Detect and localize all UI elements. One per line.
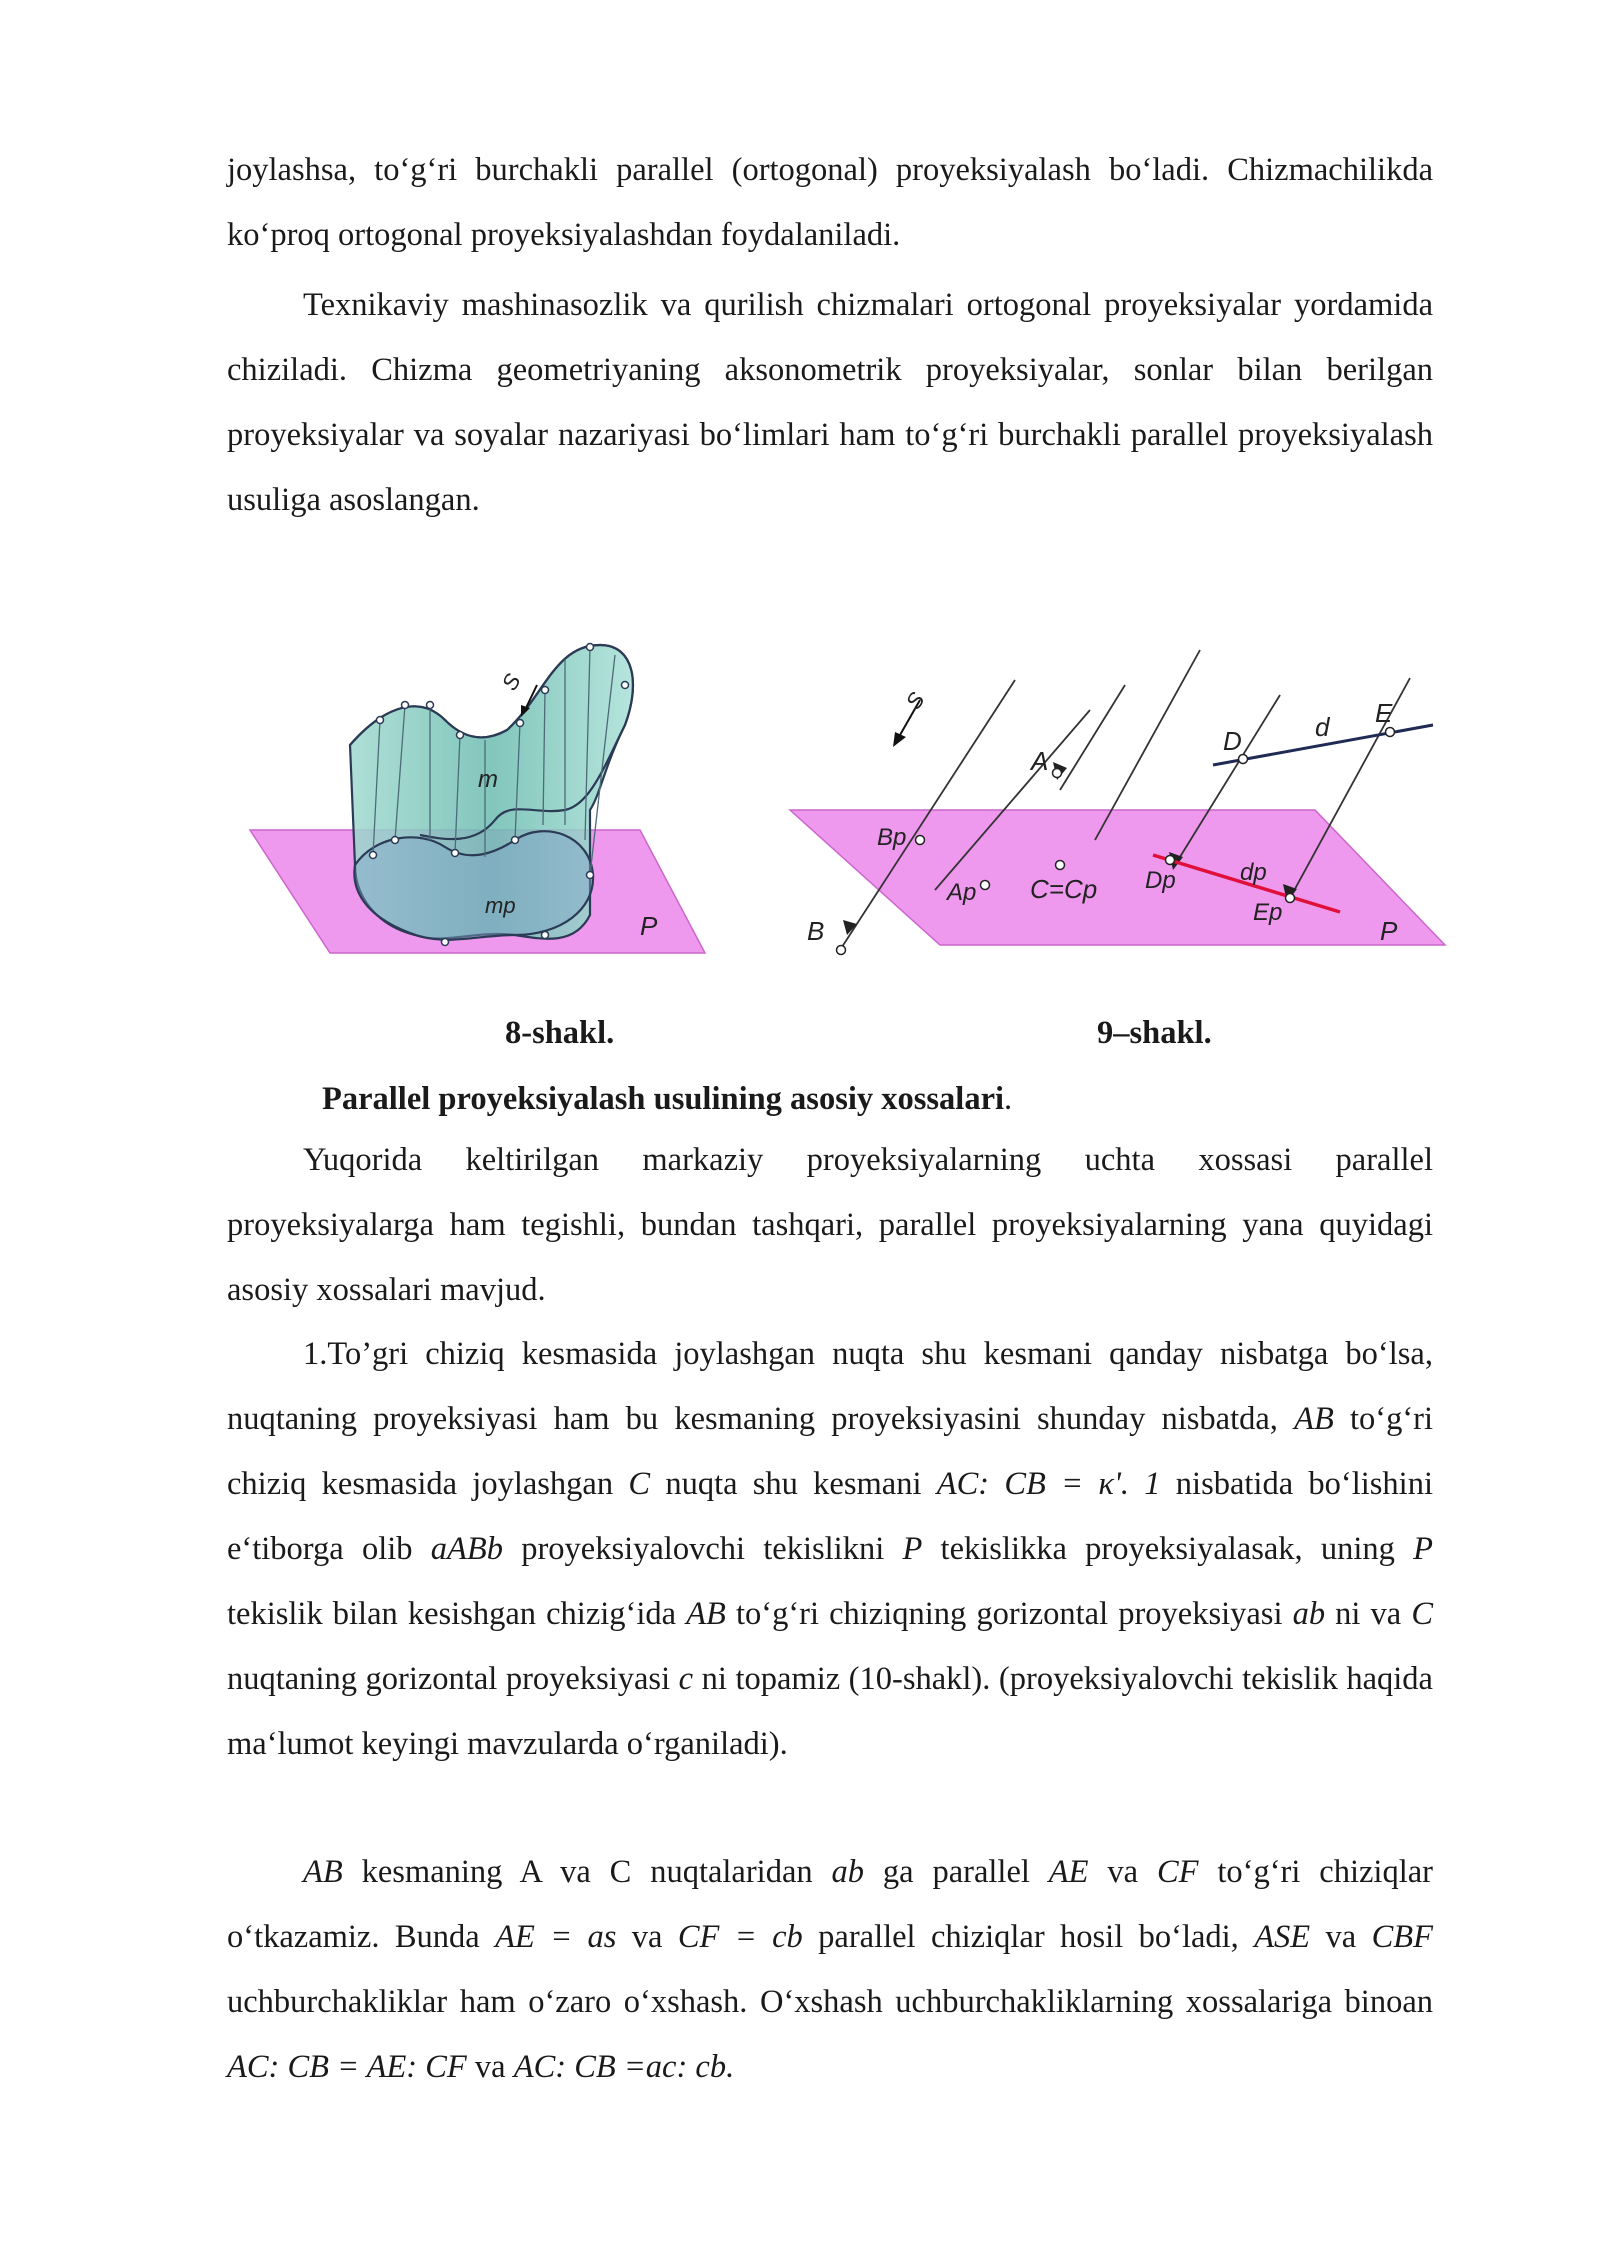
p4-ab: AB <box>1294 1401 1334 1437</box>
label-p: P <box>640 911 658 941</box>
p5-eq1: AE = as <box>495 1919 617 1955</box>
p4-text-i: ni va <box>1325 1596 1412 1632</box>
label-mp: mp <box>485 893 516 918</box>
p5-cbf: CBF <box>1371 1919 1433 1955</box>
caption-figure-9: 9–shakl. <box>1097 1015 1212 1051</box>
p4-p: P <box>902 1531 923 1567</box>
label-p: P <box>1380 916 1398 946</box>
p4-ratio: AC: CB = κ'. 1 <box>936 1466 1161 1502</box>
p4-text-h: to‘g‘ri chiziqning gorizontal proyeksiyasi <box>725 1596 1293 1632</box>
p4-aabb: aABb <box>430 1531 503 1567</box>
p5-text-a: kesmaning A va C nuqtalaridan <box>342 1854 832 1890</box>
label-b: B <box>807 916 825 946</box>
p5-ae: AE <box>1048 1854 1089 1890</box>
paragraph-1: joylashsa, to‘g‘ri burchakli parallel (ortogonal) proyeksiyalash bo‘ladi. Chizmachilikda ko‘proq ortogonal proyeksiyalashdan foydalaniladi. <box>227 152 1433 253</box>
figure-8-cylinder-projection <box>245 635 715 955</box>
paragraph-2: Texnikaviy mashinasozlik va qurilish chizmalari ortogonal proyeksiyalar yordamida chiziladi. Chizma geometriyaning aksonometrik proyeksiyalar, sonlar bilan berilgan proyeksiyalar va soyalar nazariyasi bo‘limlari ham to‘g‘ri burchakli parallel proyeksiyalash usuliga asoslangan. <box>227 287 1433 518</box>
label-e: E <box>1375 698 1393 728</box>
figure-9-point-projection <box>785 640 1450 960</box>
p5-ase: ASE <box>1254 1919 1311 1955</box>
p5-ab: AB <box>303 1854 343 1890</box>
label-ap: Ap <box>947 879 977 906</box>
p4-text-a: 1.To’gri chiziq kesmasida joylashgan nuqta shu kesmani qanday nisbatga bo‘lsa, nuqtaning proyeksiyasi ham bu kesmaning proyeksiyasini shunday nisbatda, <box>227 1336 1433 1437</box>
p5-eq4: AC: CB =ac: cb. <box>513 2049 735 2085</box>
label-s: S <box>496 669 526 695</box>
label-bp: Bp <box>877 824 907 851</box>
p5-text-g: va <box>1310 1919 1372 1955</box>
p5-text-d: to‘g‘ri chiziqlar o‘tkazamiz. Bunda <box>227 1854 1433 1955</box>
p5-eq2: CF = cb <box>677 1919 803 1955</box>
p4-ab2: AB <box>686 1596 726 1632</box>
label-dp: Dp <box>1145 867 1176 894</box>
section-heading <box>322 1075 1012 1123</box>
p4-c2: C <box>1411 1596 1433 1632</box>
section-heading-text: Parallel proyeksiyalash usulining asosiy xossalari <box>322 1081 1005 1117</box>
label-line-d: d <box>1315 712 1330 742</box>
p5-text-f: parallel chiziqlar hosil bo‘ladi, <box>802 1919 1255 1955</box>
p4-text-c: nuqta shu kesmani <box>650 1466 937 1502</box>
p4-p2: P <box>1413 1531 1434 1567</box>
p4-text-f: tekislikka proyeksiyalasak, uning <box>922 1531 1414 1567</box>
p4-text-d: nisbatida bo‘lishini e‘tiborga olib <box>227 1466 1433 1567</box>
p5-text-c: va <box>1088 1854 1157 1890</box>
label-m: m <box>478 766 498 793</box>
label-ep: Ep <box>1253 899 1283 926</box>
p5-ab2: ab <box>831 1854 865 1890</box>
p5-text-b: ga parallel <box>864 1854 1049 1890</box>
p4-text-e: proyeksiyalovchi tekislikni <box>502 1531 903 1567</box>
section-heading-tail: . <box>1004 1081 1013 1117</box>
paragraph-3: Yuqorida keltirilgan markaziy proyeksiyalarning uchta xossasi parallel proyeksiyalarga ham tegishli, bundan tashqari, parallel proyeksiyalarning yana quyidagi asosiy xossalari mavjud. <box>227 1142 1433 1308</box>
label-d: D <box>1223 726 1242 756</box>
p4-c: C <box>628 1466 651 1502</box>
p4-text-b: to‘g‘ri chiziq kesmasida joylashgan <box>227 1401 1433 1502</box>
p4-text-j: nuqtaning gorizontal proyeksiyasi <box>227 1661 679 1697</box>
p4-c3: c <box>678 1661 694 1697</box>
p5-text-i: va <box>466 2049 514 2085</box>
p5-cf: CF <box>1156 1854 1199 1890</box>
p5-text-e: va <box>616 1919 678 1955</box>
label-c: C=Cp <box>1030 874 1098 904</box>
p5-eq3: AC: CB = AE: CF <box>227 2049 467 2085</box>
label-line-dp: dp <box>1240 859 1267 886</box>
caption-figure-8: 8-shakl. <box>505 1015 615 1051</box>
paragraph-4 <box>227 1322 1433 1777</box>
label-a: A <box>1031 746 1049 776</box>
label-s: S <box>900 687 930 715</box>
p4-text-g: tekislik bilan kesishgan chizig‘ida <box>227 1596 687 1632</box>
p4-text-k: ni topamiz (10-shakl). (proyeksiyalovchi tekislik haqida ma‘lumot keyingi mavzularda o‘rganiladi). <box>227 1661 1433 1762</box>
p5-text-h: uchburchakliklar ham o‘zaro o‘xshash. O‘xshash uchburchakliklarning xossalariga binoan <box>227 1984 1433 2020</box>
p4-ab3: ab <box>1292 1596 1326 1632</box>
paragraph-5 <box>227 1840 1433 2100</box>
